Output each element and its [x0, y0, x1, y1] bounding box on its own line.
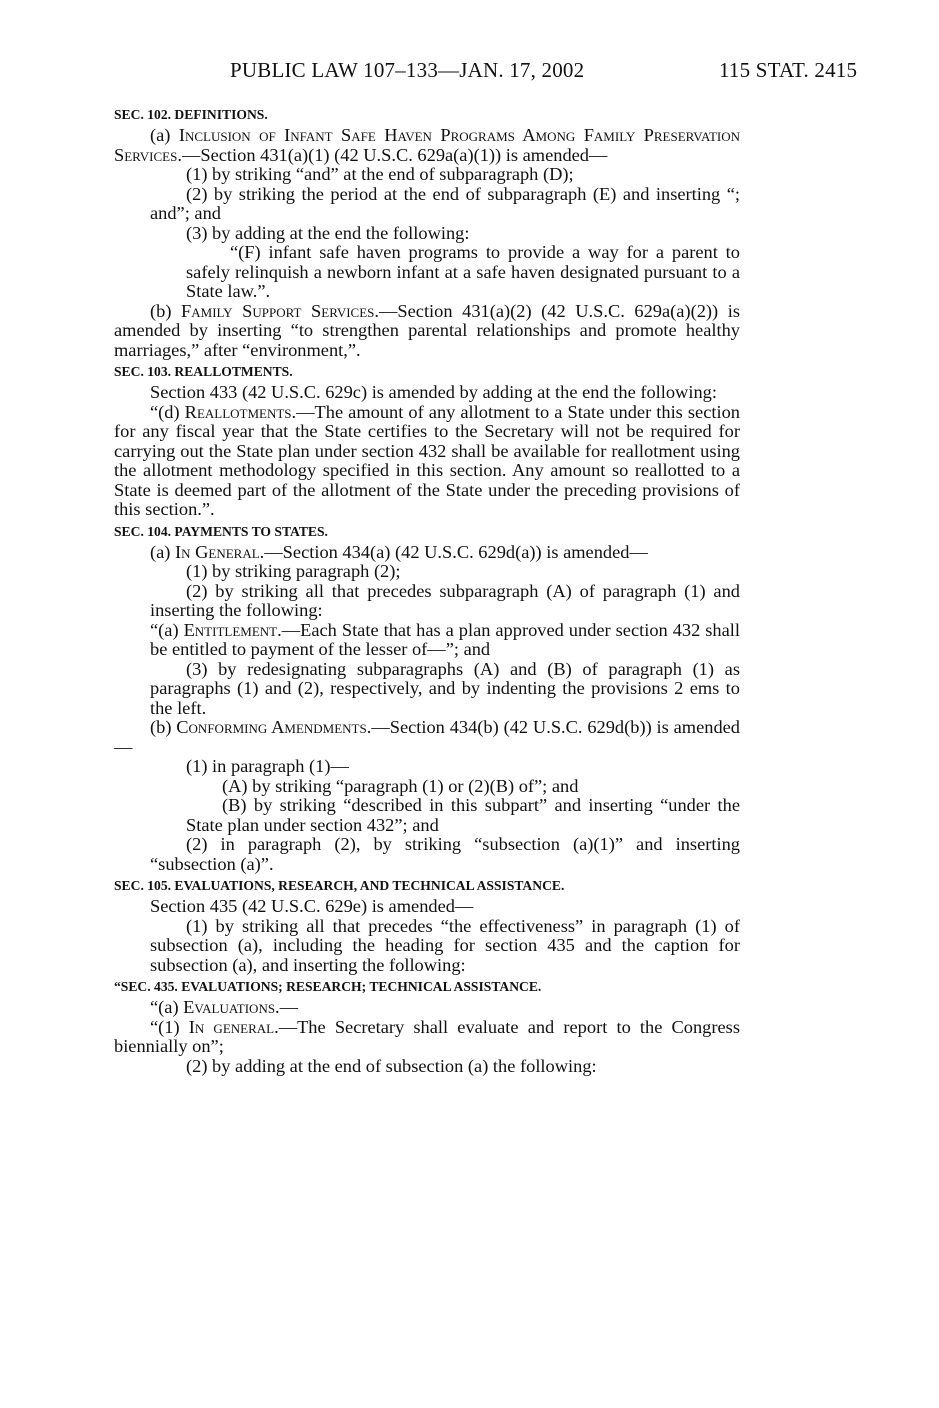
section-103-heading: SEC. 103. REALLOTMENTS.: [114, 364, 293, 379]
sec103-subsection-d: “(d) Reallotments.—The amount of any allotment to a State under this section for any fiscal year that the State certifies to the Secretary will not be required for carrying out the State plan under section 432 shall be available for reallotment using the allotment methodology specified in this section. Any amount so reallotted to a State is deemed part of the allotment of the State under the preceding provisions of this section.”.: [114, 401, 740, 519]
sec104-b-paragraph-2: (2) in paragraph (2), by striking “subsection (a)(1)” and inserting “subsection (a)”.: [150, 834, 740, 874]
section-105-heading: SEC. 105. EVALUATIONS, RESEARCH, AND TECHNICAL ASSISTANCE.: [114, 878, 565, 893]
sec104-b-paragraph-1: (1) in paragraph (1)—: [186, 756, 349, 776]
quoted-paragraph-1: “(1) In general.—The Secretary shall evaluate and report to the Congress biennially on”;: [114, 1016, 740, 1056]
sec102-subsection-b: (b) Family Support Services.—Section 431(a)(2) (42 U.S.C. 629a(a)(2)) is amended by inserting “to strengthen parental relationships and promote healthy marriages,” after “environment,”.: [114, 300, 741, 360]
section-104-heading: SEC. 104. PAYMENTS TO STATES.: [114, 523, 328, 539]
running-header-law: PUBLIC LAW 107–133—JAN. 17, 2002: [230, 58, 585, 82]
sec104-a2-quoted-text: “(a) Entitlement.—Each State that has a plan approved under section 432 shall be entitled to payment of the lesser of—”; and: [150, 619, 741, 659]
document-body: [114, 106, 740, 1076]
quoted-subsection-a-caption: “(a) Evaluations.—: [150, 997, 299, 1017]
sec105-intro: Section 435 (42 U.S.C. 629e) is amended—: [150, 896, 474, 916]
sec102-subsection-a: (a) Inclusion of Infant Safe Haven Programs Among Family Preservation Services.—Section 431(a)(1) (42 U.S.C. 629a(a)(1)) is amended—: [114, 125, 740, 165]
sec105-paragraph-2: (2) by adding at the end of subsection (a) the following:: [186, 1055, 597, 1076]
sec104-a-paragraph-3: (3) by redesignating subparagraphs (A) and (B) of paragraph (1) as paragraphs (1) and (2), respectively, and by indenting the provisions 2 ems to the left.: [150, 658, 740, 718]
sec104-b1-subparagraph-A: (A) by striking “paragraph (1) or (2)(B) of”; and: [222, 775, 579, 796]
sec104-a-paragraph-2: (2) by striking all that precedes subparagraph (A) of paragraph (1) and inserting the following:: [150, 580, 740, 620]
sec103-intro: Section 433 (42 U.S.C. 629c) is amended by adding at the end the following:: [150, 382, 717, 402]
sec102-a-paragraph-3: (3) by adding at the end the following:: [186, 222, 470, 243]
sec104-subsection-a: (a) In General.—Section 434(a) (42 U.S.C. 629d(a)) is amended—: [150, 541, 648, 562]
quoted-section-435-heading: “SEC. 435. EVALUATIONS; RESEARCH; TECHNICAL ASSISTANCE.: [114, 979, 542, 994]
sec105-paragraph-1: (1) by striking all that precedes “the effectiveness” in paragraph (1) of subsection (a), including the heading for section 435 and the caption for subsection (a), and inserting the following:: [150, 915, 740, 975]
sec102-a-paragraph-1: (1) by striking “and” at the end of subparagraph (D);: [186, 164, 574, 184]
sec104-a-paragraph-1: (1) by striking paragraph (2);: [186, 561, 401, 581]
section-102-heading: SEC. 102. DEFINITIONS.: [114, 107, 268, 122]
sec102-a3-quoted-text: “(F) infant safe haven programs to provide a way for a parent to safely relinquish a newborn infant at a safe haven designated pursuant to a State law.”.: [186, 242, 740, 301]
running-header-stat: 115 STAT. 2415: [719, 58, 858, 82]
sec104-b1-subparagraph-B: (B) by striking “described in this subpart” and inserting “under the State plan under section 432”; and: [186, 795, 740, 835]
sec102-a-paragraph-2: (2) by striking the period at the end of subparagraph (E) and inserting “; and”; and: [150, 183, 740, 223]
sec104-subsection-b: (b) Conforming Amendments.—Section 434(b) (42 U.S.C. 629d(b)) is amended—: [114, 717, 741, 757]
